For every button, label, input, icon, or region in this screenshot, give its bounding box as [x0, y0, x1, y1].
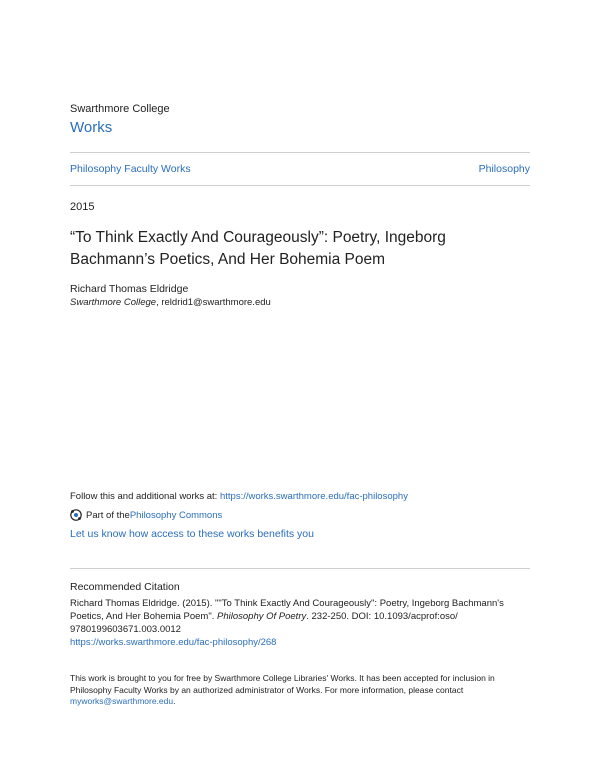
article-title-line-2: Bachmann’s Poetics, And Her Bohemia Poem: [70, 251, 386, 268]
philosophy-commons-link[interactable]: Philosophy Commons: [129, 509, 223, 521]
citation-line-2: [70, 610, 540, 623]
divider-top: [70, 152, 530, 153]
article-title: [70, 227, 530, 271]
contact-email-link[interactable]: myworks@swarthmore.edu: [70, 696, 174, 706]
follow-url-link[interactable]: https://works.swarthmore.edu/fac-philosophy: [219, 491, 408, 502]
footer-line-3: [70, 696, 540, 708]
part-of-prefix: Part of the: [86, 509, 130, 521]
citation-url-link[interactable]: https://works.swarthmore.edu/fac-philosophy/268: [70, 637, 277, 648]
footer-line-1: This work is brought to you for free by Swarthmore College Libraries' Works. It has been accepted for inclusion in: [70, 673, 495, 683]
benefit-feedback-link[interactable]: Let us know how access to these works benefits you: [70, 528, 314, 540]
part-of-line: [70, 509, 222, 521]
institution-name: Swarthmore College: [70, 103, 170, 115]
author-affiliation: [70, 297, 271, 308]
author-email: , reldrid1@swarthmore.edu: [156, 297, 271, 308]
citation-line-1: Richard Thomas Eldridge. (2015). ""To Think Exactly And Courageously": Poetry, Ingeborg Bachmann's: [70, 598, 504, 609]
repository-link[interactable]: Works: [70, 119, 113, 136]
citation-body: [70, 597, 540, 649]
follow-line: [70, 491, 408, 502]
divider-citation: [70, 568, 530, 569]
affiliation-institution: Swarthmore College: [70, 297, 157, 308]
citation-heading: Recommended Citation: [70, 581, 180, 593]
commons-network-icon: [70, 509, 82, 521]
collection-link[interactable]: Philosophy Faculty Works: [70, 163, 191, 175]
citation-line-2-prefix: Poetics, And Her Bohemia Poem".: [70, 611, 217, 622]
article-title-line-1: “To Think Exactly And Courageously”: Poetry, Ingeborg: [70, 229, 446, 246]
citation-line-2-suffix: . 232-250. DOI: 10.1093/acprof:oso/: [306, 611, 458, 622]
citation-journal: Philosophy Of Poetry: [217, 611, 307, 622]
citation-line-3: 9780199603671.003.0012: [70, 624, 181, 635]
footer-line-2: Philosophy Faculty Works by an authorized administrator of Works. For more information, please contact: [70, 684, 464, 695]
author-name: Richard Thomas Eldridge: [70, 283, 189, 295]
follow-prefix: Follow this and additional works at:: [70, 491, 220, 502]
divider-breadcrumb: [70, 185, 530, 186]
footer-email-suffix: .: [173, 696, 176, 706]
publication-year: 2015: [70, 201, 95, 213]
department-link[interactable]: Philosophy: [478, 163, 530, 175]
footer-notice: [70, 673, 540, 708]
